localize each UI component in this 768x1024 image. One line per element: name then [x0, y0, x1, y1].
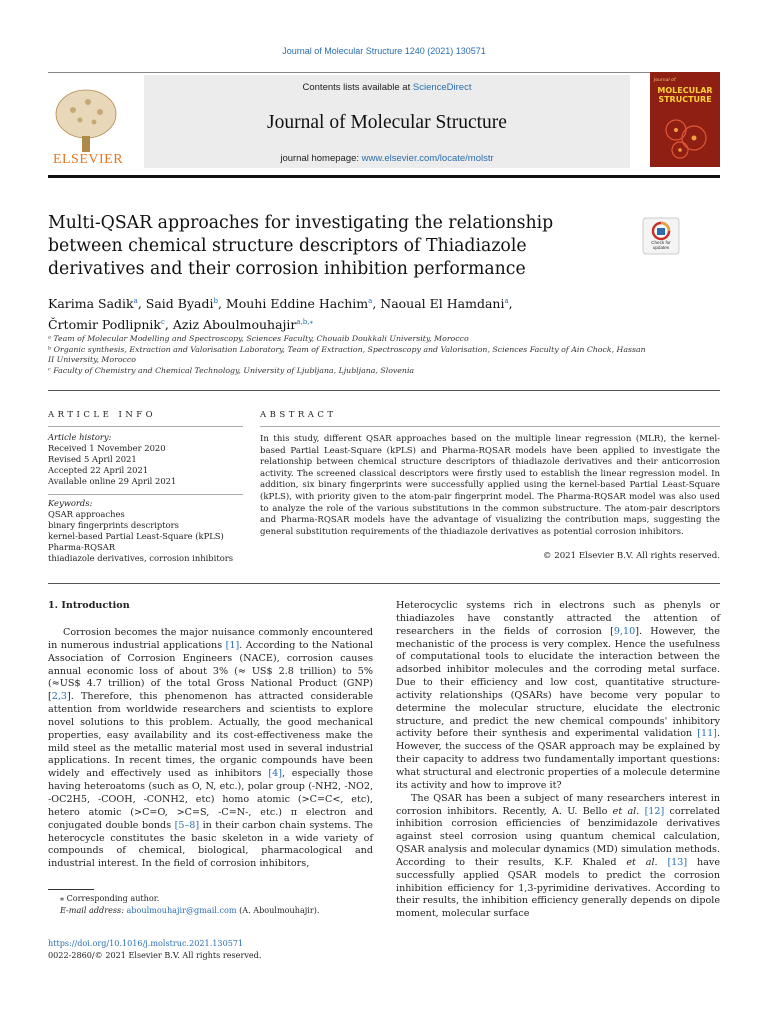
- reference-link[interactable]: [11]: [697, 728, 717, 740]
- check-for-updates-badge[interactable]: Check for updates: [642, 217, 680, 255]
- reference-link[interactable]: 2,3: [51, 691, 68, 703]
- elsevier-wordmark: ELSEVIER: [52, 152, 124, 167]
- affiliation-c: ᶜ Faculty of Chemistry and Chemical Technology, University of Ljubljana, Ljubljana, Slovenia: [48, 365, 415, 375]
- section-heading-introduction: 1. Introduction: [48, 600, 130, 611]
- paragraph: Corrosion becomes the major nuisance commonly encountered in numerous industrial applications [1]. According to the National Association of Corrosion Engineers (NACE), corrosion causes annual economic loss of about 3% (≈ US$ 2.8 trillion) to 5% (≈US$ 4.7 trillion) of the total Gross National Product (GNP) [2,3]. Therefore, this phenomenon has attracted considerable attention from worldwide researchers and scientists to explore novel solutions to this problem. Actually, the good mechanical properties, easy availability and its cost-effectiveness make the mild steel as the metallic material most used in several industrial applications. In recent times, the organic compounds have been widely and effectively used as inhibitors [4], especially those having heteroatoms (such as O, N, etc.), polar group (-NH2, -NO2, -OC2H5, -COOH, -CONH2, etc) homo atomic (>C=C<, etc), hetero atomic (>C=O, >C=S, -C=N-, etc.) π electron and conjugated double bonds [5–8] in their carbon chain systems. The heterocycle constitutes the basic skeleton in a wide variety of compounds of chemical, biological, pharmacological and industrial interest. In the field of corrosion inhibitors,: [48, 627, 373, 870]
- keyword: kernel-based Partial Least-Square (kPLS): [48, 531, 224, 541]
- body-column-right: [396, 600, 720, 921]
- affiliation-b: ᵇ Organic synthesis, Extraction and Valorisation Laboratory, Team of Extraction, Spectroscopy and Valorisation, Sciences Faculty of Ain Chock, Hassan II University, Morocco: [48, 344, 646, 364]
- journal-cover-image[interactable]: Journal of MOLECULAR STRUCTURE: [650, 72, 720, 167]
- sciencedirect-link[interactable]: ScienceDirect: [412, 82, 472, 93]
- reference-link[interactable]: 9,10: [613, 625, 636, 637]
- info-rule: [48, 494, 243, 495]
- article-history: [48, 432, 248, 487]
- keyword: Pharma-RQSAR: [48, 542, 116, 552]
- author-list: Karima Sadik$^a$, Said Byadi$^b$, Mouhi Eddine Hachim$^a$, Naoual El Hamdani$^a$, Črtomir Podlipnik$^c$, Aziz Aboulmouhajir$^{a,b,⁎}$: [48, 296, 513, 333]
- keywords-label: Keywords:: [48, 498, 93, 508]
- author-name[interactable]: Črtomir Podlipnik: [48, 317, 161, 333]
- masthead-rule: [48, 72, 720, 73]
- abstract-heading: ABSTRACT: [260, 410, 337, 420]
- keyword: binary fingerprints descriptors: [48, 520, 179, 530]
- doi-link[interactable]: https://doi.org/10.1016/j.molstruc.2021.130571: [48, 938, 244, 948]
- article-info-heading: ARTICLE INFO: [48, 410, 157, 420]
- author-name[interactable]: Said Byadi: [145, 296, 214, 312]
- journal-citation[interactable]: Journal of Molecular Structure 1240 (2021) 130571: [282, 46, 486, 56]
- history-accepted: Accepted 22 April 2021: [48, 465, 149, 475]
- homepage-line: journal homepage: www.elsevier.com/locate/molstr: [280, 153, 494, 164]
- history-revised: Revised 5 April 2021: [48, 454, 137, 464]
- body-column-left: [48, 627, 373, 871]
- keyword: thiadiazole derivatives, corrosion inhibitors: [48, 553, 234, 563]
- paragraph: The QSAR has been a subject of many researchers interest in corrosion inhibitors. Recently, A. U. Bello et al. [12] correlated inhibition corrosion efficiencies of benzimidazole derivatives against steel corrosion using quantum chemical calculation, QSAR analysis and molecular dynamics (MD) simulation methods. According to their results, K.F. Khaled et al. [13] have successfully applied QSAR models to predict the corrosion inhibition efficiency for 1,3-pyrimidine derivatives. According to their results, the inhibition efficiency generally depends on dipole moment, molecular surface: [396, 792, 720, 920]
- author-name[interactable]: Mouhi Eddine Hachim: [225, 296, 369, 312]
- history-received: Received 1 November 2020: [48, 443, 166, 453]
- keywords: [48, 498, 248, 564]
- issn-notice: 0022-2860/© 2021 Elsevier B.V. All rights reserved.: [48, 950, 262, 960]
- keyword: QSAR approaches: [48, 509, 125, 519]
- email-link[interactable]: aboulmouhajir@gmail.com: [126, 904, 237, 915]
- affiliation-a: ᵃ Team of Molecular Modelling and Spectroscopy, Sciences Faculty, Chouaib Doukkali University, Morocco: [48, 334, 469, 343]
- reference-link[interactable]: [12]: [644, 805, 665, 817]
- footnote: ⁎ Corresponding author. E-mail address: aboulmouhajir@gmail.com (A. Aboulmouhajir).: [60, 893, 380, 916]
- masthead-thick-rule: [48, 175, 720, 178]
- reference-link[interactable]: [4]: [268, 768, 282, 780]
- info-rule: [48, 426, 243, 427]
- contents-line: Contents lists available at ScienceDirect: [302, 82, 472, 93]
- article-title: Multi-QSAR approaches for investigating the relationship between chemical structure descriptors of Thiadiazole derivatives and their corrosion inhibition performance: [48, 213, 554, 279]
- footnote-rule: [48, 889, 94, 890]
- abstract-rule: [260, 426, 720, 427]
- section-rule: [48, 390, 720, 391]
- affiliations: [48, 334, 648, 376]
- author-name[interactable]: Naoual El Hamdani: [380, 296, 505, 312]
- reference-link[interactable]: [1]: [225, 639, 240, 651]
- abstract-text: In this study, different QSAR approaches based on the multiple linear regression (MLR), the kernel-based Partial Least-Square (kPLS) and Pharma-RQSAR models have been applied to investigate the relationship between chemical structure descriptors of thiadiazole derivatives and their anticorrosion activity. The screened classical descriptors were firstly used to establish the linear regression model. In addition, six binary fingerprints were successfully applied using the kernel-based Partial Least-Square (kPLS), with priority given to the atom-pair fingerprint model. The Pharma-RQSAR model was also used to analyze the role of the various substitutions in the common substructure. The atom-pair descriptors and Pharma-RQSAR models have the advantage of visualizing the contribution maps, suggesting the general substitution requirements of the thiadiazole derivatives as potential corrosion inhibitors.: [260, 434, 720, 537]
- journal-name: Journal of Molecular Structure: [267, 112, 507, 133]
- paragraph: Heterocyclic systems rich in electrons such as phenyls or thiadiazoles have constantly attracted the attention of researchers in the fields of corrosion [9,10]. However, the mechanistic of the process is very complex. Hence the usefulness of computational tools to elucidate the interaction between the adsorbed inhibitor molecules and the corroding metal surface. Due to their efficiency and low cost, quantitative structure-activity relationships (QSARs) have become very popular to determine the molecular structure, elucidate the electronic structure, and predict the new chemical compounds' inhibitory activity before their synthesis and experimental validation [11]. However, the success of the QSAR approach may be explained by their capacity to address two fundamentally important questions: what structural and electronic properties of a molecule determine its activity and how to improve it?: [396, 600, 720, 791]
- author-name[interactable]: Aziz Aboulmouhajir: [172, 317, 297, 333]
- history-label: Article history:: [48, 432, 112, 442]
- section-rule: [48, 583, 720, 584]
- reference-link[interactable]: [13]: [667, 856, 688, 868]
- elsevier-logo: [48, 80, 128, 170]
- corresponding-author-note: ⁎ Corresponding author.: [60, 893, 160, 903]
- reference-link[interactable]: [5–8]: [174, 819, 200, 831]
- homepage-link[interactable]: www.elsevier.com/locate/molstr: [361, 153, 494, 164]
- copyright-notice: © 2021 Elsevier B.V. All rights reserved.: [542, 551, 720, 561]
- history-online: Available online 29 April 2021: [48, 476, 177, 486]
- author-name[interactable]: Karima Sadik: [48, 296, 134, 312]
